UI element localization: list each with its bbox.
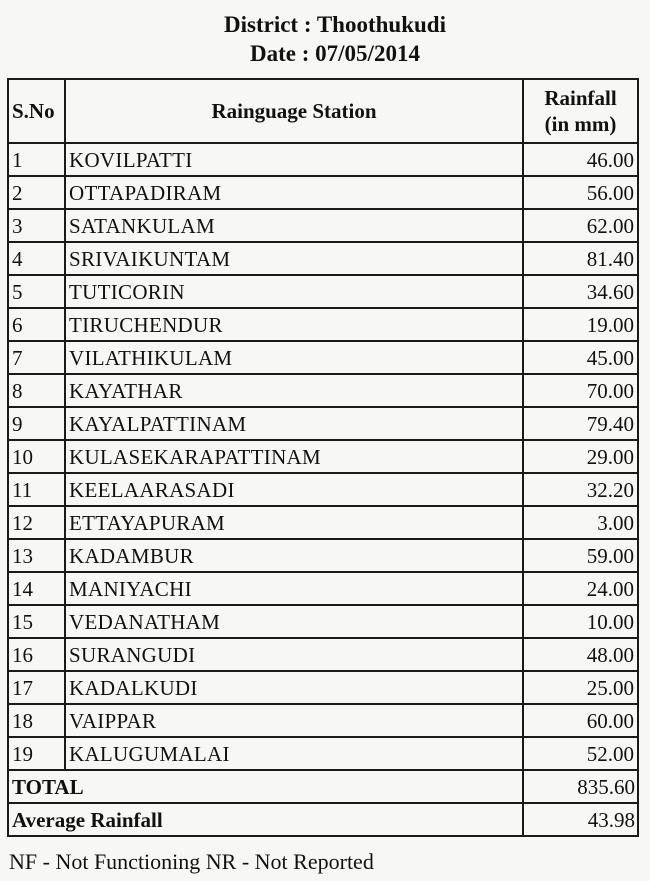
table-header-row [8,79,638,143]
row-sno: 17 [8,671,65,704]
column-header-rainfall-line2: (in mm) [544,112,617,136]
row-station: KAYALPATTINAM [65,407,523,440]
row-station: TIRUCHENDUR [65,308,523,341]
table-row [8,308,638,341]
table-row [8,737,638,770]
row-station: SURANGUDI [65,638,523,671]
row-station: SATANKULAM [65,209,523,242]
district-title: District : Thoothukudi [224,12,446,37]
row-station: VILATHIKULAM [65,341,523,374]
row-station: KEELAARASADI [65,473,523,506]
row-sno: 18 [8,704,65,737]
row-station: KADALKUDI [65,671,523,704]
row-station: VAIPPAR [65,704,523,737]
row-sno: 10 [8,440,65,473]
row-sno: 3 [8,209,65,242]
row-sno: 2 [8,176,65,209]
total-label: TOTAL [8,770,523,803]
document-header [0,10,650,68]
row-rainfall: 81.40 [523,242,638,275]
average-value: 43.98 [523,803,638,836]
row-rainfall: 56.00 [523,176,638,209]
average-row [8,803,638,836]
row-rainfall: 59.00 [523,539,638,572]
row-rainfall: 79.40 [523,407,638,440]
column-header-station: Rainguage Station [65,79,523,143]
table-row [8,341,638,374]
row-rainfall: 34.60 [523,275,638,308]
table-row [8,605,638,638]
row-station: KOVILPATTI [65,143,523,176]
row-station: KADAMBUR [65,539,523,572]
footnote: NF - Not Functioning NR - Not Reported [9,849,374,874]
average-label: Average Rainfall [8,803,523,836]
table-row [8,242,638,275]
row-sno: 6 [8,308,65,341]
total-row [8,770,638,803]
row-rainfall: 62.00 [523,209,638,242]
row-rainfall: 19.00 [523,308,638,341]
row-rainfall: 3.00 [523,506,638,539]
row-sno: 4 [8,242,65,275]
table-row [8,671,638,704]
row-sno: 13 [8,539,65,572]
table-row [8,176,638,209]
row-sno: 7 [8,341,65,374]
table-row [8,407,638,440]
row-station: KULASEKARAPATTINAM [65,440,523,473]
table-body [8,143,638,770]
rainfall-table [7,78,639,837]
table-row [8,539,638,572]
row-rainfall: 10.00 [523,605,638,638]
row-sno: 16 [8,638,65,671]
table-row [8,638,638,671]
table-row [8,440,638,473]
row-rainfall: 32.20 [523,473,638,506]
table-row [8,473,638,506]
table-row [8,143,638,176]
row-sno: 9 [8,407,65,440]
column-header-sno: S.No [8,79,65,143]
row-rainfall: 70.00 [523,374,638,407]
row-rainfall: 48.00 [523,638,638,671]
row-station: KAYATHAR [65,374,523,407]
row-sno: 1 [8,143,65,176]
row-station: ETTAYAPURAM [65,506,523,539]
table-row [8,209,638,242]
row-rainfall: 45.00 [523,341,638,374]
row-rainfall: 29.00 [523,440,638,473]
column-header-rainfall-line1: Rainfall [544,86,617,110]
table-row [8,275,638,308]
table-row [8,572,638,605]
row-sno: 5 [8,275,65,308]
total-value: 835.60 [523,770,638,803]
row-station: TUTICORIN [65,275,523,308]
row-sno: 11 [8,473,65,506]
table-row [8,704,638,737]
table-row [8,374,638,407]
row-rainfall: 24.00 [523,572,638,605]
row-sno: 8 [8,374,65,407]
column-header-rainfall [523,79,638,143]
row-rainfall: 52.00 [523,737,638,770]
row-station: VEDANATHAM [65,605,523,638]
row-sno: 14 [8,572,65,605]
row-station: SRIVAIKUNTAM [65,242,523,275]
row-rainfall: 25.00 [523,671,638,704]
report-date: Date : 07/05/2014 [250,41,420,66]
row-sno: 19 [8,737,65,770]
row-sno: 15 [8,605,65,638]
row-station: MANIYACHI [65,572,523,605]
row-sno: 12 [8,506,65,539]
row-station: OTTAPADIRAM [65,176,523,209]
row-rainfall: 60.00 [523,704,638,737]
table-row [8,506,638,539]
row-rainfall: 46.00 [523,143,638,176]
row-station: KALUGUMALAI [65,737,523,770]
